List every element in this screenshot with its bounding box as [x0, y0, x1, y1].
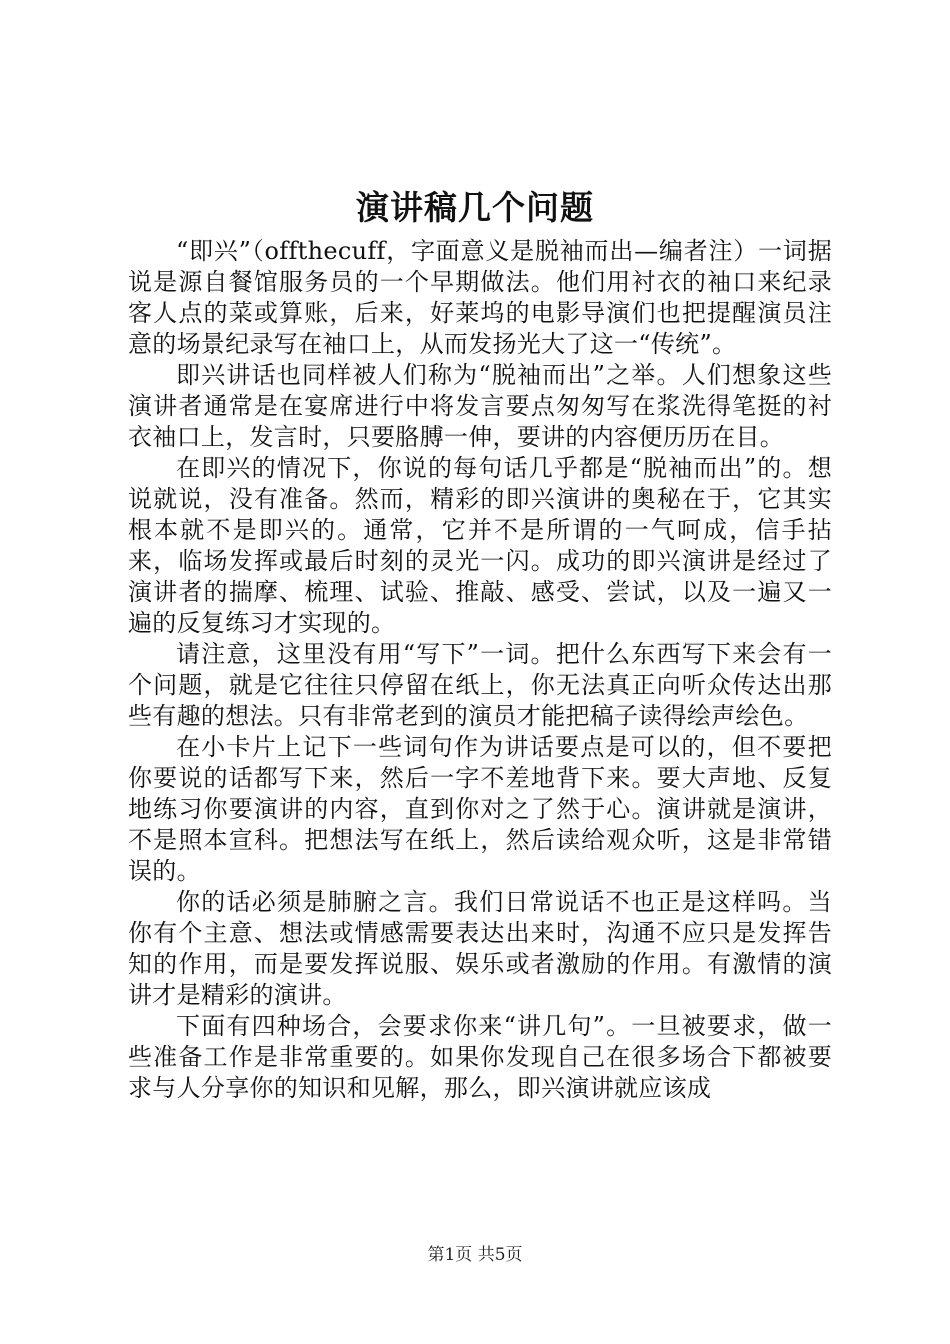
paragraph-7: 下面有四种场合，会要求你来“讲几句”。一旦被要求，做一些准备工作是非常重要的。如果你发现自己在很多场合下都被要求与人分享你的知识和见解，那么，即兴演讲就应该成: [128, 1012, 832, 1102]
paragraph-2: 即兴讲话也同样被人们称为“脱袖而出”之举。人们想象这些演讲者通常是在宴席进行中将发言要点匆匆写在浆洗得笔挺的衬衣袖口上，发言时，只要胳膊一伸，要讲的内容便历历在目。: [128, 361, 832, 451]
paragraph-3: 在即兴的情况下，你说的每句话几乎都是“脱袖而出”的。想说就说，没有准备。然而，精彩的即兴演讲的奥秘在于，它其实根本就不是即兴的。通常，它并不是所谓的一气呵成，信手拈来，临场发挥或最后时刻的灵光一闪。成功的即兴演讲是经过了演讲者的揣摩、梳理、试验、推敲、感受、尝试，以及一遍又一遍的反复练习才实现的。: [128, 454, 832, 637]
document-title: 演讲稿几个问题: [356, 188, 594, 227]
paragraph-1: “即兴”（offthecuff，字面意义是脱袖而出—编者注）一词据说是源自餐馆服务员的一个早期做法。他们用衬衣的袖口来纪录客人点的菜或算账，后来，好莱坞的电影导演们也把提醒演员注意的场景纪录写在袖口上，从而发扬光大了这一“传统”。: [128, 237, 832, 358]
page-footer: 第1页 共5页: [427, 1245, 523, 1265]
document-body: [128, 236, 832, 1104]
paragraph-6: 你的话必须是肺腑之言。我们日常说话不也正是这样吗。当你有个主意、想法或情感需要表达出来时，沟通不应只是发挥告知的作用，而是要发挥说服、娱乐或者激励的作用。有激情的演讲才是精彩的演讲。: [128, 888, 832, 1009]
paragraph-4: 请注意，这里没有用“写下”一词。把什么东西写下来会有一个问题，就是它往往只停留在纸上，你无法真正向听众传达出那些有趣的想法。只有非常老到的演员才能把稿子读得绘声绘色。: [128, 640, 832, 730]
paragraph-5: 在小卡片上记下一些词句作为讲话要点是可以的，但不要把你要说的话都写下来，然后一字不差地背下来。要大声地、反复地练习你要演讲的内容，直到你对之了然于心。演讲就是演讲，不是照本宣科。把想法写在纸上，然后读给观众听，这是非常错误的。: [128, 733, 832, 885]
